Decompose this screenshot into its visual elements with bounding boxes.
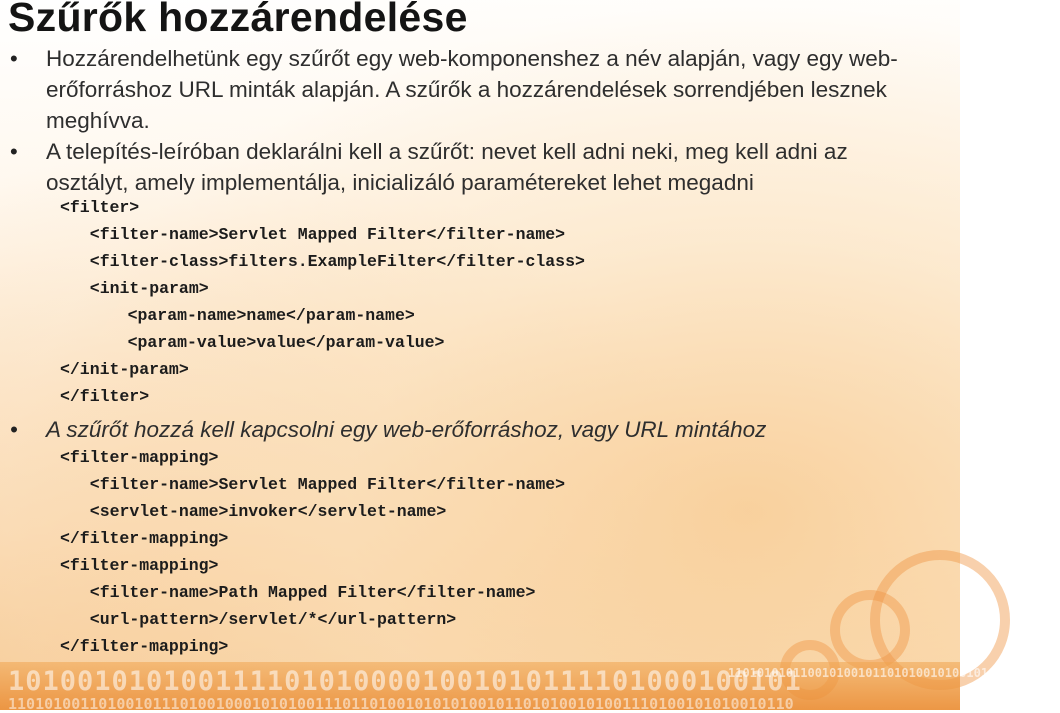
code-line: <param-value>value</param-value>: [88, 333, 445, 352]
binary-decoration-strip: [0, 662, 1060, 713]
code-line: <filter-name>Path Mapped Filter</filter-name>: [70, 583, 536, 602]
code-line: <filter-mapping>: [60, 448, 219, 467]
code-line: </filter-mapping>: [60, 637, 229, 656]
code-line: <filter>: [60, 198, 140, 217]
binary-decoration-large: 1010010101001111010100001001010111101000100101: [8, 666, 802, 697]
bullet-1: • Hozzárendelhetünk egy szűrőt egy web-komponenshez a név alapján, vagy egy web-erőforráshoz URL minták alapján. A szűrők a hozzárendelések sorrendjében lesznek meghívva.: [46, 43, 926, 136]
code-line: </filter>: [60, 387, 150, 406]
code-line: </init-param>: [60, 360, 189, 379]
binary-decoration-tiny: 1101010101100101001011010100101001010101001010: [728, 666, 1060, 680]
code-line: <filter-name>Servlet Mapped Filter</filter-name>: [70, 225, 566, 244]
code-line: <init-param>: [70, 279, 209, 298]
code-line: <servlet-name>invoker</servlet-name>: [70, 502, 447, 521]
code-line: <param-name>name</param-name>: [88, 306, 415, 325]
bullet-2: • A telepítés-leíróban deklarálni kell a szűrőt: nevet kell adni neki, meg kell adni az osztályt, amely implementálja, inicializáló paramétereket lehet megadni: [46, 136, 926, 198]
bullet-3: • A szűrőt hozzá kell kapcsolni egy web-erőforráshoz, vagy URL mintához: [46, 414, 926, 445]
code-line: <filter-class>filters.ExampleFilter</filter-class>: [70, 252, 585, 271]
code-line: <filter-mapping>: [60, 556, 219, 575]
code-line: <filter-name>Servlet Mapped Filter</filter-name>: [70, 475, 566, 494]
binary-decoration-small: 110101001101001011101001000101010011101101001010101001011010100101001110100101010010110: [8, 695, 794, 713]
code-line: </filter-mapping>: [60, 529, 229, 548]
code-line: <url-pattern>/servlet/*</url-pattern>: [70, 610, 457, 629]
slide-title: Szűrők hozzárendelése: [8, 0, 468, 40]
